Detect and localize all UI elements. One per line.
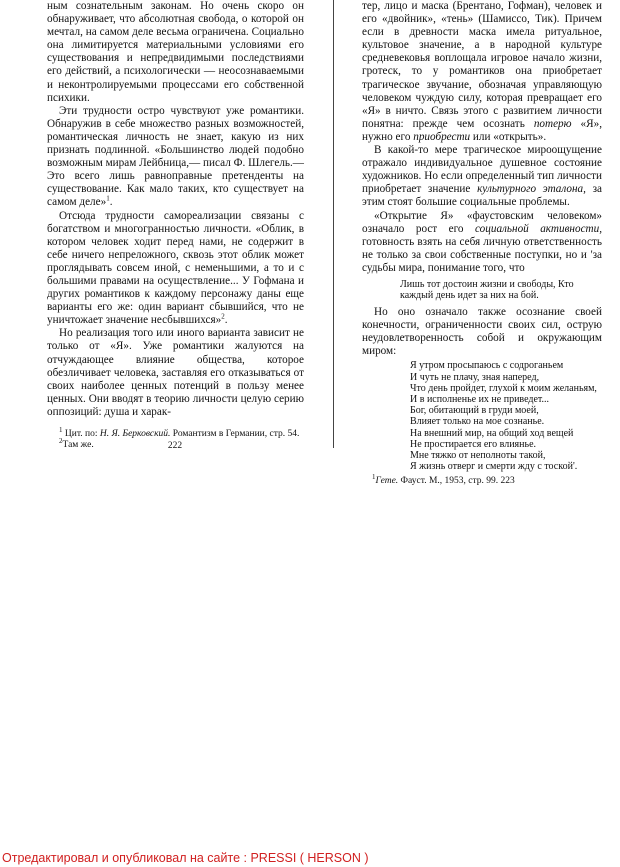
page-number: 222 (167, 441, 183, 451)
left-paragraph-4: Но реализация того или иного варианта зависит не только от «Я». Уже романтики жалуются на отчуждающее влияние общества, которое обезличивает человека, заставляя его отказываться от своих наиболее ценных потенций в пользу менее ценных. Они вводят в теорию личности целую серию оппозиций: душа и харак- (47, 327, 304, 418)
poem-line: На внешний мир, на общий ход вещей (410, 427, 574, 439)
right-paragraph-2: В какой-то мере трагическое мироощущение отражало индивидуальное душевное состояние художников. Но если определенный тип личности приобретает значение культурного эталона, за этим стоят большие социальные проблемы. (362, 144, 602, 209)
column-divider (333, 0, 334, 448)
right-paragraph-1: тер, лицо и маска (Брентано, Гофман), человек и его «двойник», «тень» (Шамиссо, Тик). Причем если в древности маска имела ритуальное, культовое значение, а в народной культуре средневековья воплощала игровое начало жизни, гротеск, то у романтиков она приобретает трагическое звучание, обозначая управляющую человеком чуждую силу, которая превращает его «Я» в ничто. Связь этого с развитием личности понятна: прежде чем осознать потерю «Я», нужно его приобрести или «открыть». (362, 0, 603, 143)
poem-line: Что день пройдет, глухой к моим желаньям, (410, 382, 597, 394)
poem-line: Я жизнь отверг и смерти жду с тоской'. (410, 461, 578, 473)
publisher-footer: Отредактировал и опубликовал на сайте : PRESSI ( HERSON ) (2, 851, 369, 865)
poem-line: Мне тяжко от неполноты такой, (410, 449, 546, 461)
right-paragraph-3: «Открытие Я» «фаустовским человеком» означало рост его социальной активности, готовность взять на себя личную ответственность не только за свои собственные поступки, но и 'за судьбы мира, понимание того, что (362, 209, 603, 274)
poem-line: И чуть не плачу, зная наперед, (410, 371, 540, 383)
left-paragraph-3: Отсюда трудности самореализации связаны с богатством и многогранностью личности. «Облик, в котором человек ходит перед нами, не содержит в себе ничего непреложного, сквозь этот облик может проглядывать совсем иной, с неменьшими, а то и с большими правами на осуществление... У Гофмана и других романтиков к каждому персонажу даны еще варианты его же: один вариант сбывшийся, что не уничтожает значение несбывшихся»$^2$. (47, 209, 304, 327)
poem-line: И в исполненье их не приведет... (410, 393, 550, 405)
right-footnote: $^1$Гете. Фауст. М., 1953, стр. 99. 223 (372, 473, 515, 487)
footnote-1: $^1$ Цит. по: Н. Я. Берковский. Романтизм в Германии, стр. 54. (59, 425, 300, 439)
footnote-ref-1: 1 (106, 194, 110, 203)
left-column (47, 0, 304, 451)
poem-line: Влияет только на мое сознанье. (410, 416, 545, 428)
poem-line: Бог, обитающий в груди моей, (410, 405, 539, 417)
right-column (362, 0, 602, 487)
footnote-ref-2: 2 (221, 312, 225, 321)
faust-quote: Лишь тот достоин жизни и свободы, Кто каждый день идет за них на бой. (400, 278, 574, 302)
footnote-2: $^2$Там же. (59, 436, 94, 450)
left-paragraph-1: ным сознательным законам. Но очень скоро он обнаруживает, что абсолютная свобода, о которой он мечтал, на самом деле весьма ограничена. Социально она лимитируется материальными условиями его существования и непредвидимыми последствиями его действий, а психологически — неосознаваемыми и неконтролируемыми процессами его собственной психики. (47, 0, 304, 104)
poem (410, 360, 602, 472)
poem-line: Не простирается его влиянье. (410, 438, 537, 450)
right-paragraph-4: Но оно означало также осознание своей конечности, ограниченности своих сил, острую неудовлетворенность собой и окружающим миром: (362, 305, 602, 358)
left-paragraph-2: Эти трудности остро чувствуют уже романтики. Обнаружив в себе множество разных возможностей, романтическая личность не знает, какую из них признать подлинной. «Большинство людей подобно возможным мирам Лейбница,— писал Ф. Шлегель.— Это всего лишь равноправные претенденты на существование. Как мало таких, кто существует на самом деле»$^1$. (47, 104, 304, 209)
poem-line: Я утром просыпаюсь с содроганьем (410, 360, 564, 372)
